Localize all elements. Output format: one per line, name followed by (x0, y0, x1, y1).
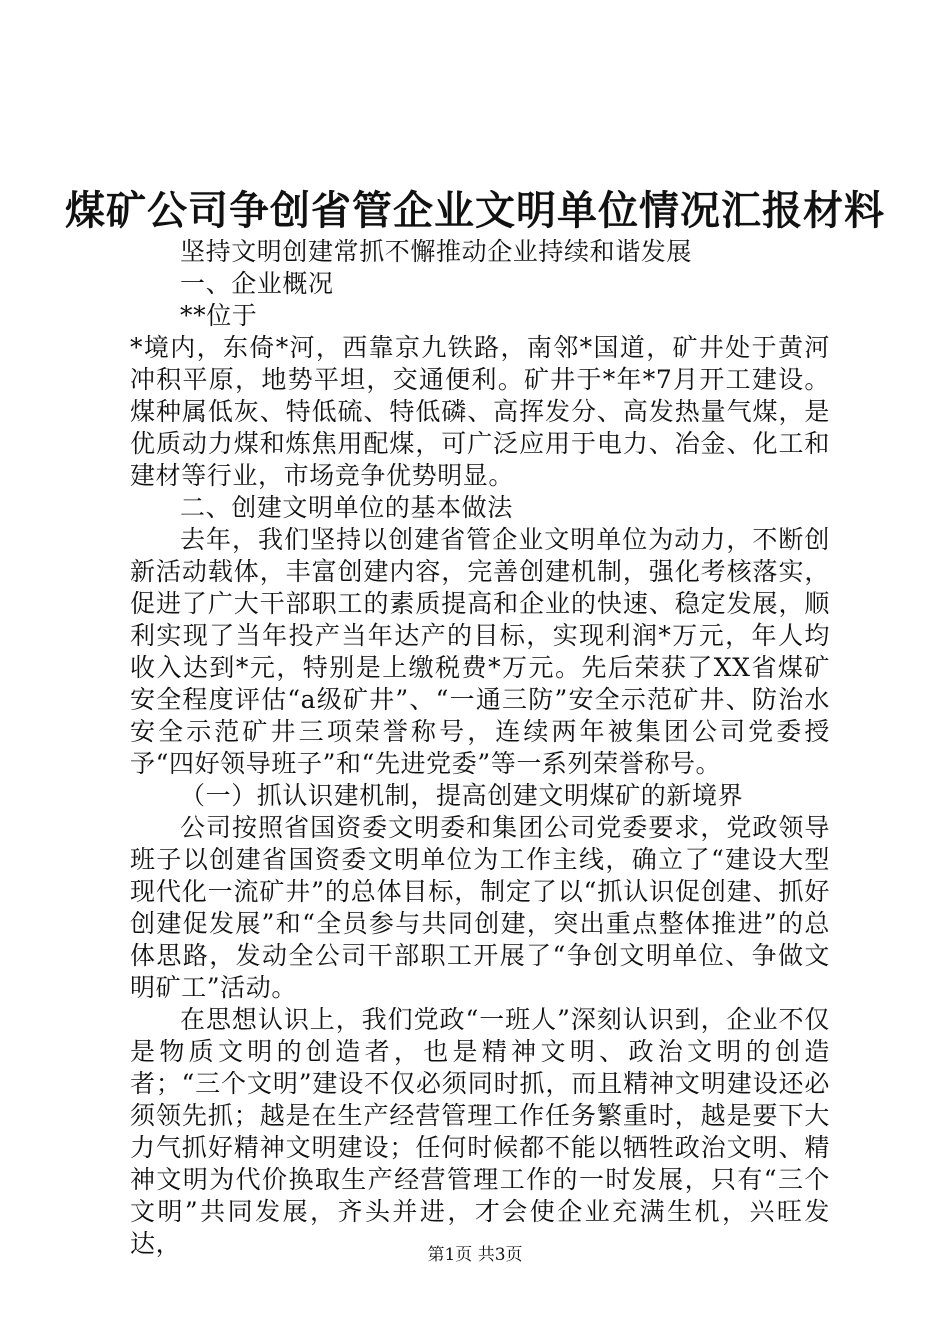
paragraph-ideology: 在思想认识上，我们党政“一班人”深刻认识到，企业不仅是物质文明的创造者，也是精神文明、政治文明的创造者；“三个文明”建设不仅必须同时抓，而且精神文明建设还必须领先抓；越是在生产经营管理工作任务繁重时，越是要下大力气抓好精神文明建设；任何时候都不能以牺牲政治文明、精神文明为代价换取生产经营管理工作的一时发展，只有“三个文明”共同发展，齐头并进，才会使企业充满生机，兴旺发达， (130, 1005, 830, 1258)
section-heading-overview: 一、企业概况 (180, 269, 334, 298)
paragraph-work-plan: 公司按照省国资委文明委和集团公司党委要求，党政领导班子以创建省国资委文明单位为工作主线，确立了“建设大型现代化一流矿井”的总体目标，制定了以“抓认识促创建、抓好创建促发展”和“全员参与共同创建，突出重点整体推进”的总体思路，发动全公司干部职工开展了“争创文明单位、争做文明矿工”活动。 (130, 813, 830, 1002)
document-subtitle: 坚持文明创建常抓不懈推动企业持续和谐发展 (180, 237, 693, 266)
paragraph-overview: *境内，东倚*河，西靠京九铁路，南邻*国道，矿井处于黄河冲积平原，地势平坦，交通便利。矿井于*年*7月开工建设。煤种属低灰、特低硫、特低磷、高挥发分、高发热量气煤，是优质动力煤和炼焦用配煤，可广泛应用于电力、冶金、化工和建材等行业，市场竞争优势明显。 (130, 333, 830, 490)
section-heading-practices: 二、创建文明单位的基本做法 (180, 493, 513, 522)
location-label: **位于 (180, 301, 258, 330)
paragraph-achievements: 去年，我们坚持以创建省管企业文明单位为动力，不断创新活动载体，丰富创建内容，完善创建机制，强化考核落实，促进了广大干部职工的素质提高和企业的快速、稳定发展，顺利实现了当年投产当年达产的目标，实现利润*万元，年人均收入达到*元，特别是上缴税费*万元。先后荣获了XX省煤矿安全程度评估“a级矿井”、“一通三防”安全示范矿井、防治水安全示范矿井三项荣誉称号，连续两年被集团公司党委授予“四好领导班子”和“先进党委”等一系列荣誉称号。 (130, 525, 830, 778)
document-title: 煤矿公司争创省管企业文明单位情况汇报材料 (65, 187, 885, 234)
document-body (130, 236, 830, 1260)
subsection-heading-awareness: （一）抓认识建机制，提高创建文明煤矿的新境界 (180, 781, 744, 810)
page-number-footer: 第1页 共3页 (427, 1245, 523, 1265)
